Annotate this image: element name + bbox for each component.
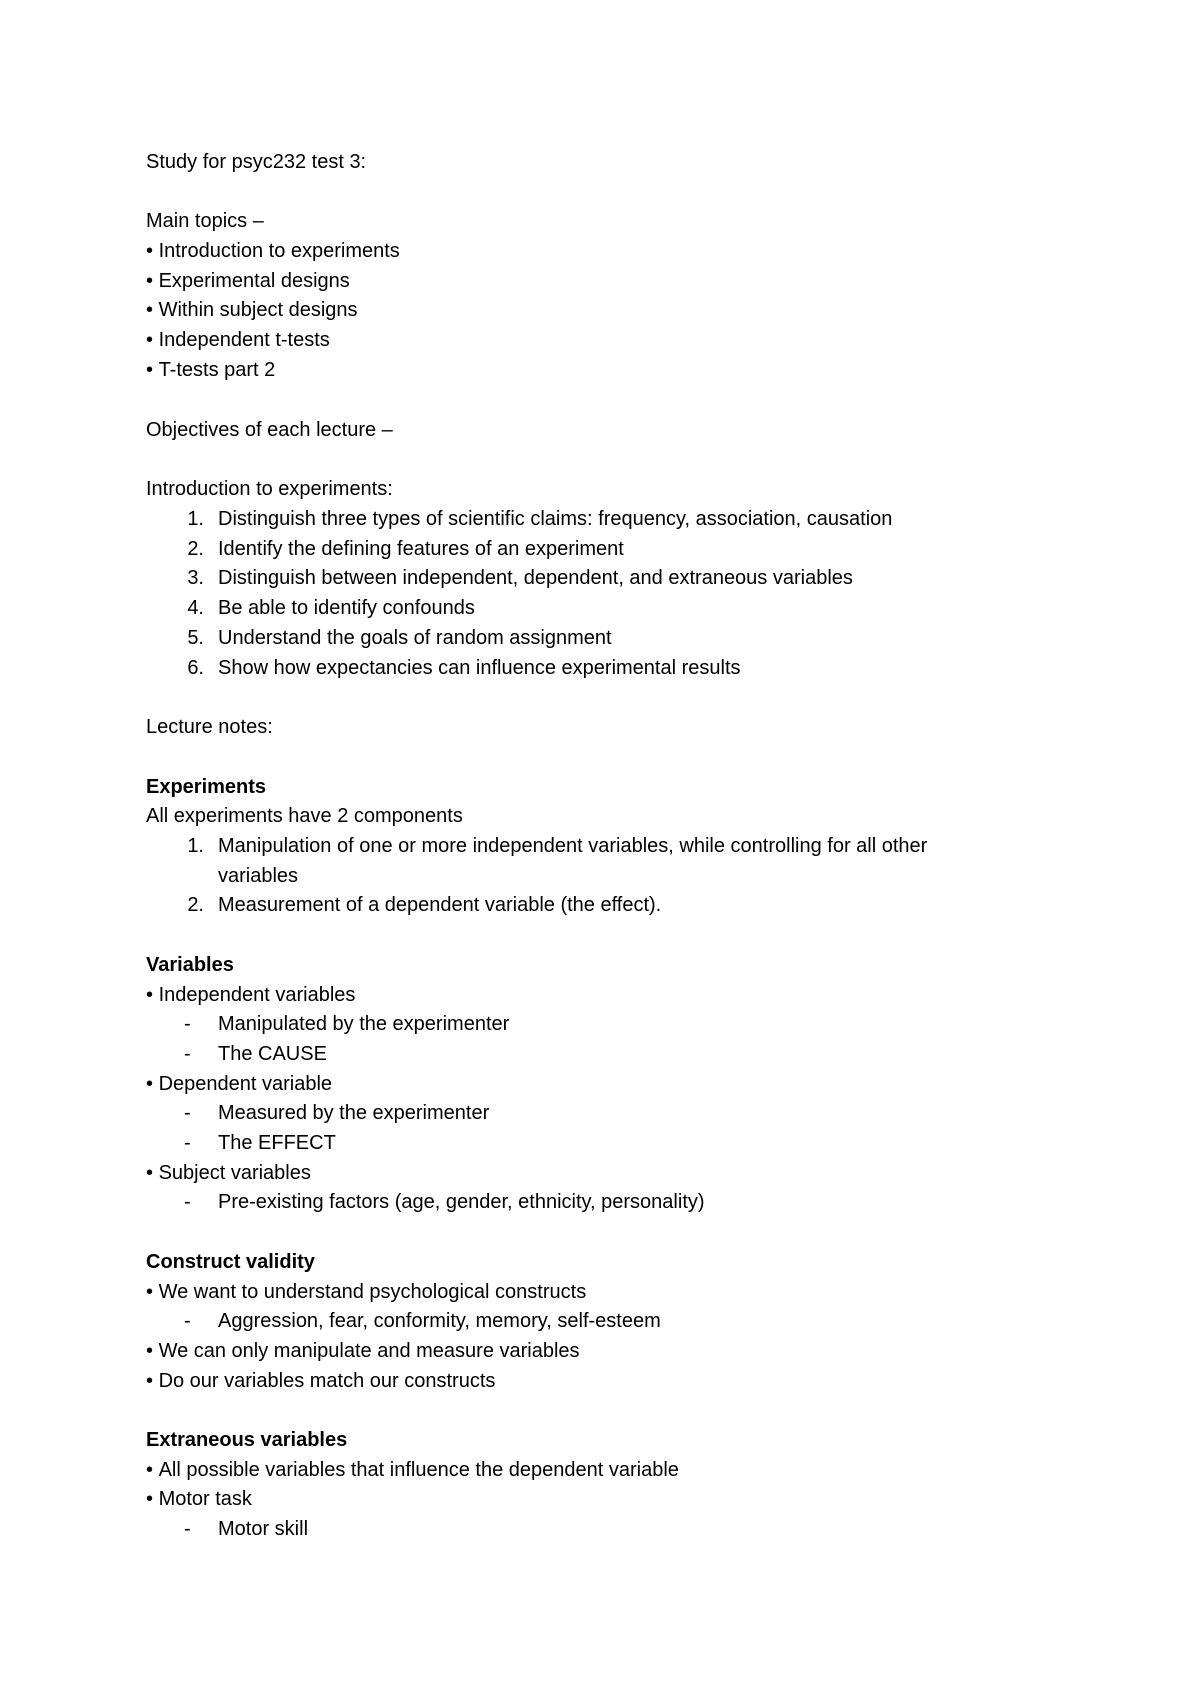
dash-marker: -	[184, 1310, 191, 1332]
component-number: 2.	[187, 894, 204, 916]
objective-number: 5.	[187, 627, 204, 649]
objective-text: Be able to identify confounds	[218, 597, 475, 619]
objective-text: Identify the defining features of an experiment	[218, 538, 624, 560]
lecture-notes-heading: Lecture notes:	[146, 716, 273, 738]
objective-number: 2.	[187, 538, 204, 560]
main-topics-heading: Main topics –	[146, 210, 264, 232]
topic-item: • Introduction to experiments	[146, 239, 400, 263]
variable-detail: The EFFECT	[218, 1132, 336, 1154]
variable-type: • Independent variables	[146, 983, 355, 1007]
objective-number: 6.	[187, 657, 204, 679]
topic-item: • Experimental designs	[146, 269, 350, 293]
variable-type: • Dependent variable	[146, 1072, 332, 1096]
objective-text: Understand the goals of random assignment	[218, 627, 612, 649]
objective-number: 3.	[187, 567, 204, 589]
variable-type: • Subject variables	[146, 1161, 311, 1185]
dash-marker: -	[184, 1043, 191, 1065]
objective-number: 1.	[187, 508, 204, 530]
variable-detail: Pre-existing factors (age, gender, ethnicity, personality)	[218, 1191, 705, 1213]
variable-detail: Measured by the experimenter	[218, 1102, 490, 1124]
experiments-heading: Experiments	[146, 776, 267, 798]
dash-marker: -	[184, 1013, 191, 1035]
intro-heading: Introduction to experiments:	[146, 478, 393, 500]
component-number: 1.	[187, 835, 204, 857]
experiments-intro: All experiments have 2 components	[146, 805, 463, 827]
objective-text: Distinguish between independent, dependent, and extraneous variables	[218, 567, 853, 589]
variable-detail: Manipulated by the experimenter	[218, 1013, 510, 1035]
component-text: Manipulation of one or more independent variables, while controlling for all other	[218, 835, 928, 857]
dash-marker: -	[184, 1132, 191, 1154]
construct-bullet: • Do our variables match our constructs	[146, 1369, 495, 1393]
topic-item: • Independent t-tests	[146, 328, 330, 352]
variable-detail: The CAUSE	[218, 1043, 327, 1065]
objectives-heading: Objectives of each lecture –	[146, 419, 393, 441]
topic-item: • Within subject designs	[146, 298, 358, 322]
extraneous-heading: Extraneous variables	[146, 1429, 348, 1451]
component-text: Measurement of a dependent variable (the effect).	[218, 894, 662, 916]
component-text-continued: variables	[218, 865, 299, 887]
dash-marker: -	[184, 1102, 191, 1124]
construct-detail: Aggression, fear, conformity, memory, self-esteem	[218, 1310, 661, 1332]
construct-validity-heading: Construct validity	[146, 1251, 315, 1273]
extraneous-bullet: • Motor task	[146, 1487, 252, 1511]
dash-marker: -	[184, 1518, 191, 1540]
extraneous-bullet: • All possible variables that influence the dependent variable	[146, 1458, 679, 1482]
topic-item: • T-tests part 2	[146, 358, 275, 382]
extraneous-detail: Motor skill	[218, 1518, 309, 1540]
objective-text: Distinguish three types of scientific claims: frequency, association, causation	[218, 508, 893, 530]
objective-number: 4.	[187, 597, 204, 619]
objective-text: Show how expectancies can influence experimental results	[218, 657, 741, 679]
construct-bullet: • We want to understand psychological constructs	[146, 1280, 586, 1304]
construct-bullet: • We can only manipulate and measure variables	[146, 1339, 580, 1363]
variables-heading: Variables	[146, 954, 234, 976]
dash-marker: -	[184, 1191, 191, 1213]
document-title: Study for psyc232 test 3:	[146, 151, 367, 173]
